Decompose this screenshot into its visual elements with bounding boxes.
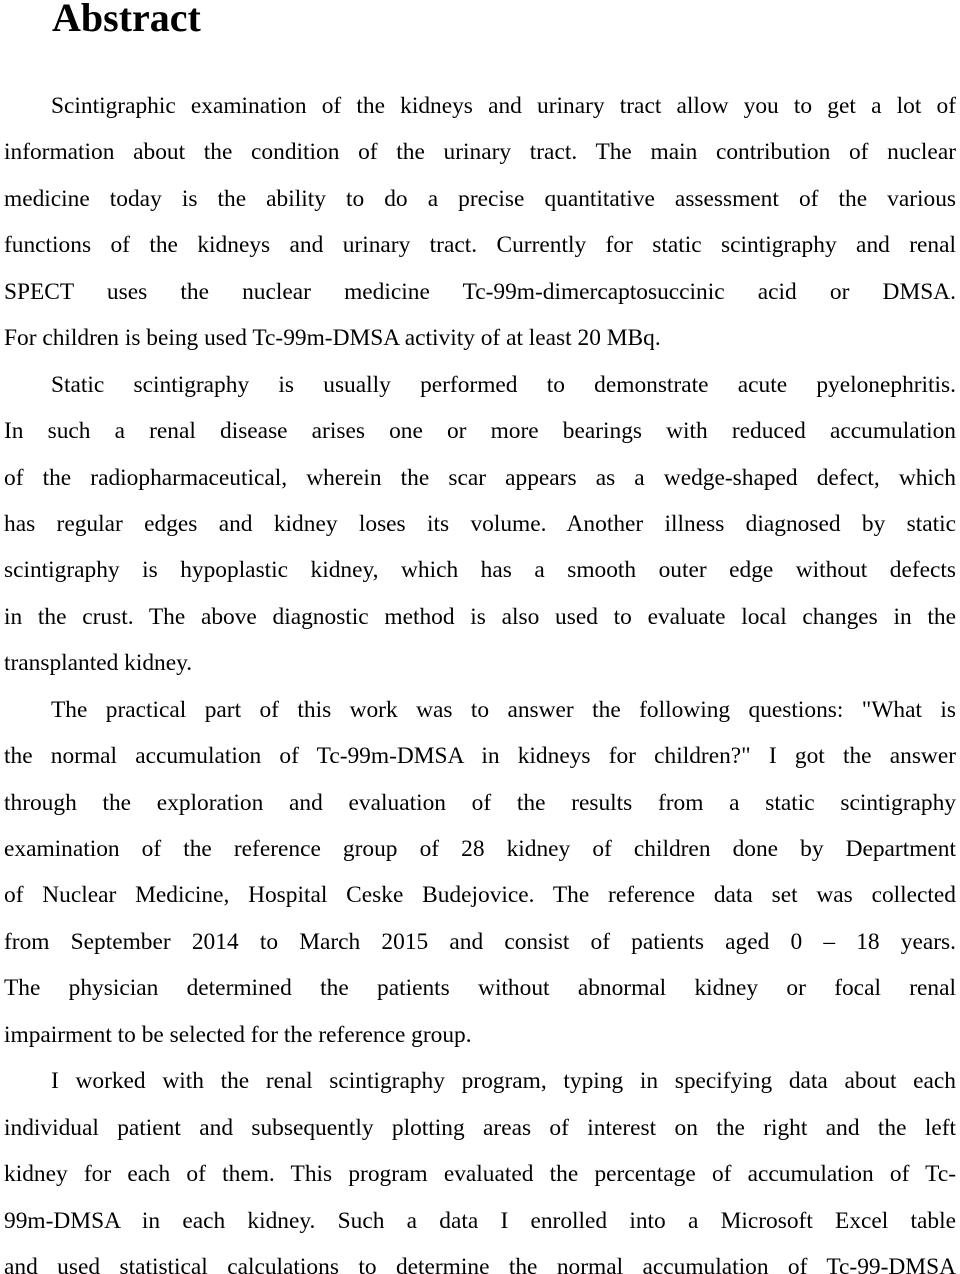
text-line: functions of the kidneys and urinary tract. Currently for static scintigraphy and renal [4, 232, 956, 259]
text-line: information about the condition of the urinary tract. The main contribution of nuclear [4, 139, 956, 166]
text-line: through the exploration and evaluation of the results from a static scintigraphy [4, 789, 956, 816]
abstract-heading: Abstract [52, 0, 201, 40]
text-line: Scintigraphic examination of the kidneys and urinary tract allow you to get a lot of [51, 93, 956, 119]
text-line: transplanted kidney. [4, 650, 193, 677]
text-line: in the crust. The above diagnostic method is also used to evaluate local changes in the [4, 603, 956, 630]
text-line: 99m-DMSA in each kidney. Such a data I enrolled into a Microsoft Excel table [4, 1207, 956, 1234]
abstract-body [4, 83, 956, 1274]
text-line: has regular edges and kidney loses its volume. Another illness diagnosed by static [4, 510, 956, 537]
text-line: The physician determined the patients without abnormal kidney or focal renal [4, 975, 956, 1002]
text-line: the normal accumulation of Tc-99m-DMSA in kidneys for children?" I got the answer [4, 743, 956, 770]
text-line: of the radiopharmaceutical, wherein the scar appears as a wedge-shaped defect, which [4, 464, 956, 491]
text-line: I worked with the renal scintigraphy program, typing in specifying data about each [51, 1068, 956, 1095]
text-line: In such a renal disease arises one or more bearings with reduced accumulation [4, 418, 956, 445]
text-line: impairment to be selected for the reference group. [4, 1021, 472, 1048]
text-line: from September 2014 to March 2015 and consist of patients aged 0 – 18 years. [4, 928, 956, 955]
text-line: examination of the reference group of 28 kidney of children done by Department [4, 836, 956, 862]
text-line: Static scintigraphy is usually performed to demonstrate acute pyelonephritis. [51, 371, 956, 398]
text-line: and used statistical calculations to determine the normal accumulation of Tc-99-DMSA [4, 1253, 956, 1274]
text-line: kidney for each of them. This program evaluated the percentage of accumulation of Tc- [4, 1161, 956, 1188]
text-line: scintigraphy is hypoplastic kidney, which has a smooth outer edge without defects [4, 557, 956, 584]
text-line: individual patient and subsequently plotting areas of interest on the right and the left [4, 1114, 956, 1141]
text-line: For children is being used Tc-99m-DMSA activity of at least 20 MBq. [4, 325, 661, 352]
text-line: medicine today is the ability to do a precise quantitative assessment of the various [4, 185, 956, 212]
text-line: The practical part of this work was to answer the following questions: "What is [51, 696, 956, 723]
text-line: of Nuclear Medicine, Hospital Ceske Budejovice. The reference data set was collected [4, 882, 956, 909]
text-line: SPECT uses the nuclear medicine Tc-99m-dimercaptosuccinic acid or DMSA. [4, 278, 956, 305]
